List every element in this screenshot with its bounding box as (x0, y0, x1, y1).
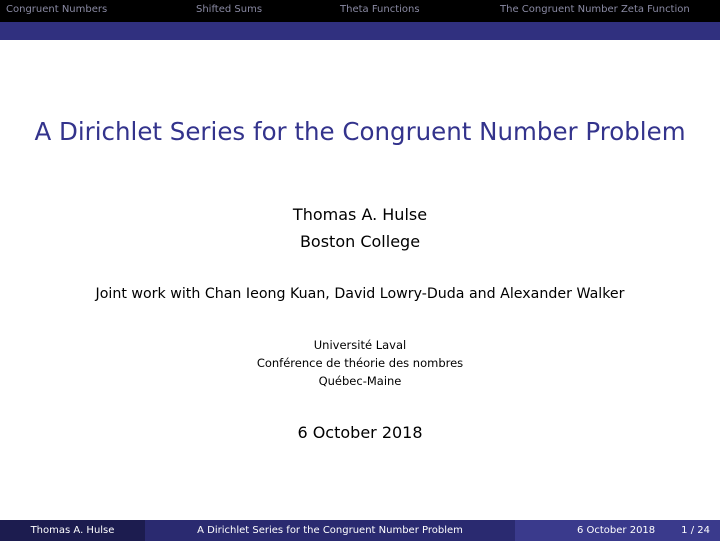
nav-item-zeta-function[interactable]: The Congruent Number Zeta Function (500, 4, 690, 15)
section-navigation-bar (0, 0, 720, 22)
footer-title: A Dirichlet Series for the Congruent Number Problem (145, 520, 515, 541)
header-band (0, 22, 720, 40)
nav-item-shifted-sums[interactable]: Shifted Sums (196, 4, 263, 15)
venue-line-university: Université Laval (313, 338, 407, 352)
author-name: Thomas A. Hulse (292, 205, 428, 224)
joint-work-line: Joint work with Chan Ieong Kuan, David Lowry-Duda and Alexander Walker (95, 286, 625, 302)
slide-title: A Dirichlet Series for the Congruent Number Problem (34, 117, 686, 146)
footer-date: 6 October 2018 (576, 525, 656, 536)
nav-item-theta-functions[interactable]: Theta Functions (340, 4, 420, 15)
nav-item-congruent-numbers[interactable]: Congruent Numbers (6, 4, 108, 15)
footer-author: Thomas A. Hulse (0, 520, 145, 541)
venue-line-region: Québec-Maine (318, 374, 402, 388)
presentation-date: 6 October 2018 (297, 423, 423, 442)
venue-line-conference: Conférence de théorie des nombres (256, 356, 464, 370)
footer-info (515, 520, 720, 541)
slide-footer (0, 520, 720, 541)
author-institution: Boston College (299, 232, 421, 251)
page-number: 1 / 24 (681, 525, 710, 536)
